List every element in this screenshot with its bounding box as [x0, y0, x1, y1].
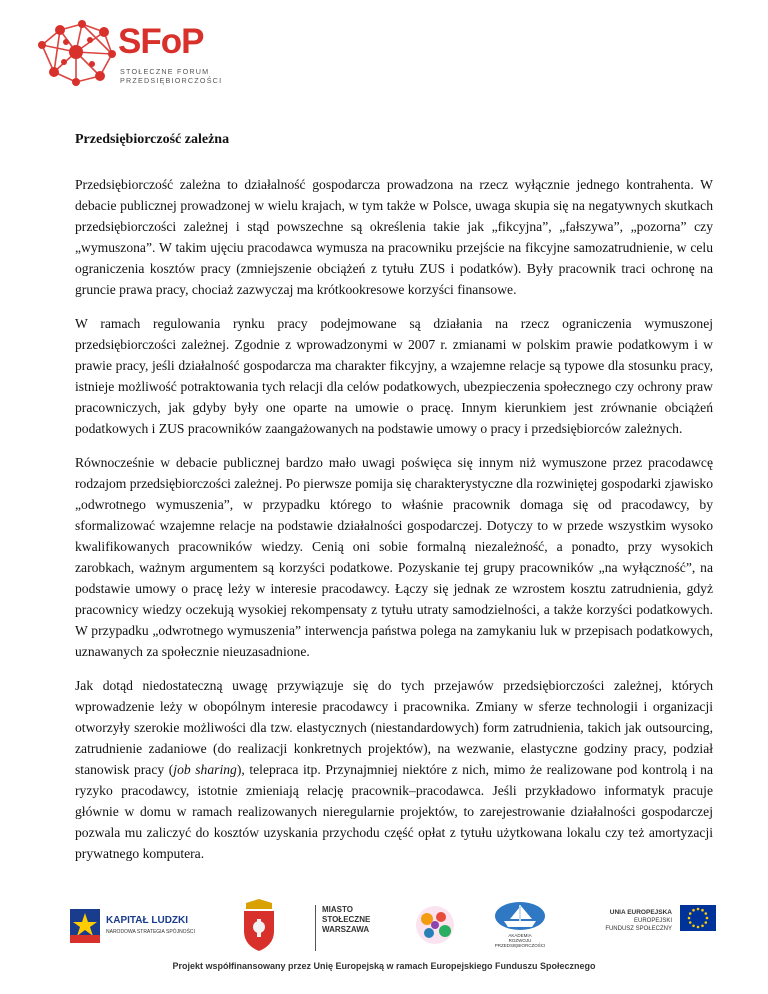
eu-line2: EUROPEJSKI: [633, 918, 672, 924]
coat-of-arms-icon: [240, 899, 278, 951]
paragraph-4-italic: job sharing: [173, 762, 237, 777]
paragraph-4: [75, 675, 713, 864]
logo-wordmark: SFoP: [118, 22, 204, 61]
sfop-logo: [30, 10, 250, 105]
kl-title: KAPITAŁ LUDZKI: [106, 915, 189, 926]
eu-flag-icon: [680, 905, 716, 931]
eu-flag-logo: [680, 905, 716, 931]
star-flag-icon: [70, 909, 100, 943]
paragraph-4-end: ), telepraca itp. Przynajmniej niektóre z nich, mimo że realizowane pod kontrolą i na ryzyko pracodawcy, istotnie zmieniają relację pracownik–pracodawca. Jeśli przykładowo informatyk pracuje głównie w domu w ramach realizowanych nieregularnie projektów, to zarejestrowanie działalności gospodarczej pozwala mu zaliczyć do kosztów uzyskania przychodu część opłat z tytułu użytkowana lokalu czy też amortyzacji prywatnego komputera.: [75, 762, 713, 861]
akademia-line3: PRZEDSIĘBIORCZOŚCI: [494, 943, 546, 948]
miasto-line3: WARSZAWA: [322, 925, 370, 934]
paragraph-4-start: Jak dotąd niedostateczną uwagę przywiązuje się do tych przejawów przedsiębiorczości zależnej, których wprowadzenie leży w obopólnym interesie pracodawcy i pracownika. Zmiany w sferze technologii i organizacji otworzyły szerokie możliwości dla tzw. elastycznych (niestandardowych) form zatrudnienia, takich jak outsourcing, zatrudnienie zadaniowe (do realizacji konkretnych projektów), na wezwanie, elastyczne godziny pracy, podział stanowisk pracy (: [75, 678, 713, 777]
miasto-warszawa-logo: [315, 905, 392, 951]
colorful-badge-logo: [405, 903, 465, 947]
badge-icon: [405, 903, 465, 947]
document-body: [75, 132, 713, 877]
miasto-line1: MIASTO: [322, 905, 353, 914]
logo-subtitle-line2: PRZEDSIĘBIORCZOŚCI: [120, 76, 223, 85]
network-molecule-icon: [30, 10, 125, 105]
akademia-logo: [485, 901, 555, 953]
paragraph-2: W ramach regulowania rynku pracy podejmowane są działania na rzecz ograniczenia wymuszonej przedsiębiorczości zależnej. Zgodnie z wprowadzonymi w 2007 r. zmianami w polskim prawie podatkowym i w prawie pracy, jeśli działalność gospodarcza ma charakter fikcyjny, a wzajemne relacje są typowe dla stosunku pracy, istnieje możliwość potraktowania tych relacji dla celów podatkowych, ubezpieczenia społecznego czy ochrony praw pracowniczych, jak gdyby były one oparte na umowie o pracę. Innym kierunkiem jest zrównanie obciążeń podatkowych i ZUS pracowników zaangażowanych na podstawie umowy o pracy i przedsiębiorców zależnych.: [75, 316, 713, 436]
akademia-line2: ROZWOJU: [508, 938, 532, 943]
footer-logos: [0, 895, 768, 994]
eu-line3: FUNDUSZ SPOŁECZNY: [605, 926, 672, 932]
eu-text-block: [592, 909, 672, 933]
ship-icon: [494, 901, 546, 931]
paragraph-3: Równocześnie w debacie publicznej bardzo mało uwagi poświęca się innym niż wymuszone przez pracodawcę rodzajom przedsiębiorczości zależnej. Po pierwsze pomija się charakterystyczne dla rozwiniętej gospodarki zjawisko „odwrotnego wymuszenia”, w przypadku którego to właśnie pracownik domaga się od pracodawcy, by sformalizować wzajemne relacje na podstawie działalności gospodarczej. Dotyczy to w przede wszystkim wysoko kwalifikowanych pracowników wiedzy. Cenią oni sobie formalną niezależność, a ponadto, przy wysokich zarobkach, ważnym argumentem są korzyści podatkowe. Pozyskanie tej grupy pracowników „na wyłączność”, na podstawie umowy o pracę leży w interesie pracodawcy. Łączy się jednak ze wzrostem kosztu zatrudnienia, gdyż pracownicy wiedzy oczekują wysokiej rekompensaty z tytułu utraty samodzielności, a także korzyści podatkowych. W przypadku „odwrotnego wymuszenia” interwencja państwa polega na zamykaniu luk w przepisach podatkowych, uznawanych za społecznie nieuzasadnione.: [75, 455, 713, 659]
warsaw-crest-logo: [240, 899, 280, 951]
footer-caption: Projekt współfinansowany przez Unię Europejską w ramach Europejskiego Funduszu Społecznego: [172, 961, 596, 971]
kapital-ludzki-logo: [70, 907, 200, 947]
document-title: Przedsiębiorczość zależna: [75, 132, 230, 147]
akademia-line1: AKADEMIA: [508, 933, 532, 938]
kl-subtitle: NARODOWA STRATEGIA SPÓJNOŚCI: [106, 929, 195, 935]
miasto-line2: STOŁECZNE: [322, 915, 371, 924]
paragraph-1: Przedsiębiorczość zależna to działalność gospodarcza prowadzona na rzecz wyłącznie jednego kontrahenta. W debacie publicznej prowadzonej w wielu krajach, w tym także w Polsce, uwaga skupia się na negatywnych skutkach przedsiębiorczości zależnej i stąd powszechne są określenia takie jak „fikcyjna”, „fałszywa”, „pozorna” czy „wymuszona”. W takim ujęciu pracodawca wymusza na pracowniku przejście na fikcyjne samozatrudnienie, w celu ograniczenia kosztów pracy (zmniejszenie obciążeń z tytułu ZUS i podatków). Były pracownik traci ochronę na gruncie prawa pracy, chociaż zazwyczaj ma krótkookresowe korzyści finansowe.: [75, 177, 713, 297]
eu-line1: UNIA EUROPEJSKA: [609, 909, 672, 916]
logo-subtitle-line1: STOŁECZNE FORUM: [120, 67, 210, 76]
